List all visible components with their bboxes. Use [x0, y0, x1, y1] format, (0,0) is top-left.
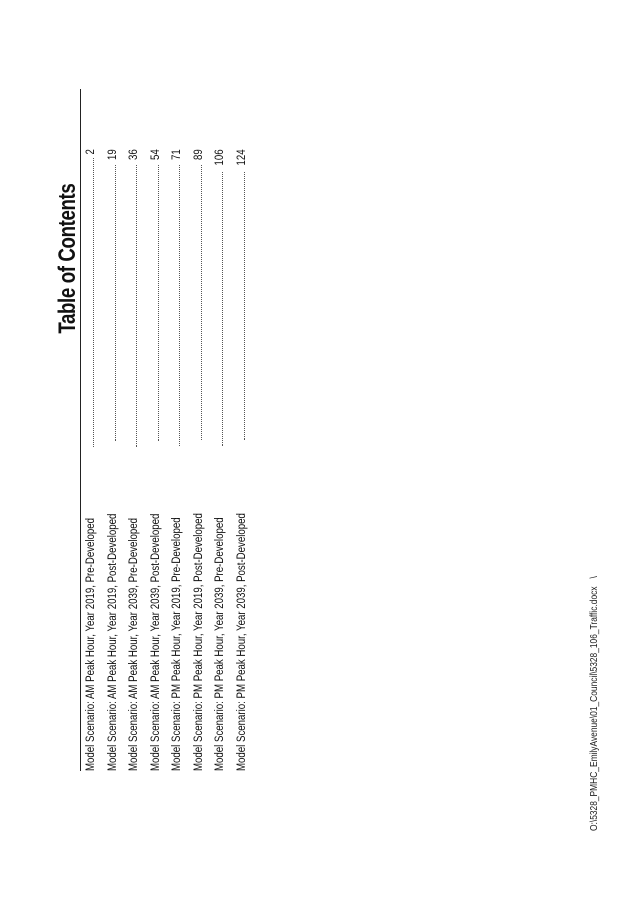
- toc-entry-label: Model Scenario: PM Peak Hour, Year 2039, Pre-Developed: [212, 517, 226, 771]
- toc-entry-page: 106: [212, 149, 226, 166]
- footer-path-text: O:\5328_PMHC_EmilyAvenue\01_Council\5328_106_Traffic.docx: [588, 586, 600, 831]
- toc-leader-dots: [243, 172, 245, 441]
- toc-entry[interactable]: [190, 149, 212, 771]
- toc-entry-label: Model Scenario: AM Peak Hour, Year 2039, Post-Developed: [147, 513, 162, 771]
- toc-entry-label: Model Scenario: AM Peak Hour, Year 2019, Pre-Developed: [83, 517, 97, 771]
- toc-entry-label: Model Scenario: PM Peak Hour, Year 2019, Post-Developed: [190, 513, 205, 771]
- toc-entry-page: 54: [147, 149, 162, 160]
- toc-leader-dots: [200, 165, 202, 441]
- toc-entry-label: Model Scenario: AM Peak Hour, Year 2019, Post-Developed: [104, 513, 119, 771]
- toc-leader-dots: [178, 165, 180, 446]
- toc-entry-page: 89: [190, 149, 205, 160]
- toc-entry-label: Model Scenario: PM Peak Hour, Year 2039, Post-Developed: [233, 513, 248, 771]
- toc-entry[interactable]: [147, 149, 169, 771]
- toc-entry-page: 71: [169, 149, 183, 160]
- toc-entry-page: 19: [104, 149, 119, 160]
- title-rule: [80, 89, 81, 771]
- toc-entry-page: 124: [233, 149, 248, 166]
- toc-leader-dots: [114, 165, 116, 441]
- toc-entry-label: Model Scenario: AM Peak Hour, Year 2039, Pre-Developed: [126, 517, 140, 771]
- footer-separator: \: [588, 576, 600, 579]
- toc-list: [82, 149, 254, 771]
- toc-entry-label: Model Scenario: PM Peak Hour, Year 2019, Pre-Developed: [169, 517, 183, 771]
- toc-leader-dots: [157, 165, 159, 441]
- toc-leader-dots: [221, 172, 223, 446]
- page-title: Table of Contents: [54, 184, 81, 335]
- footer-file-path: [588, 576, 600, 831]
- toc-entry[interactable]: [233, 149, 255, 771]
- toc-entry[interactable]: [104, 149, 126, 771]
- toc-entry-page: 36: [126, 149, 140, 160]
- toc-entry[interactable]: [211, 149, 233, 771]
- toc-entry[interactable]: [125, 149, 147, 771]
- toc-entry[interactable]: [168, 149, 190, 771]
- toc-entry-page: 2: [83, 149, 97, 155]
- toc-leader-dots: [92, 158, 94, 447]
- toc-leader-dots: [135, 165, 137, 447]
- toc-entry[interactable]: [82, 149, 104, 771]
